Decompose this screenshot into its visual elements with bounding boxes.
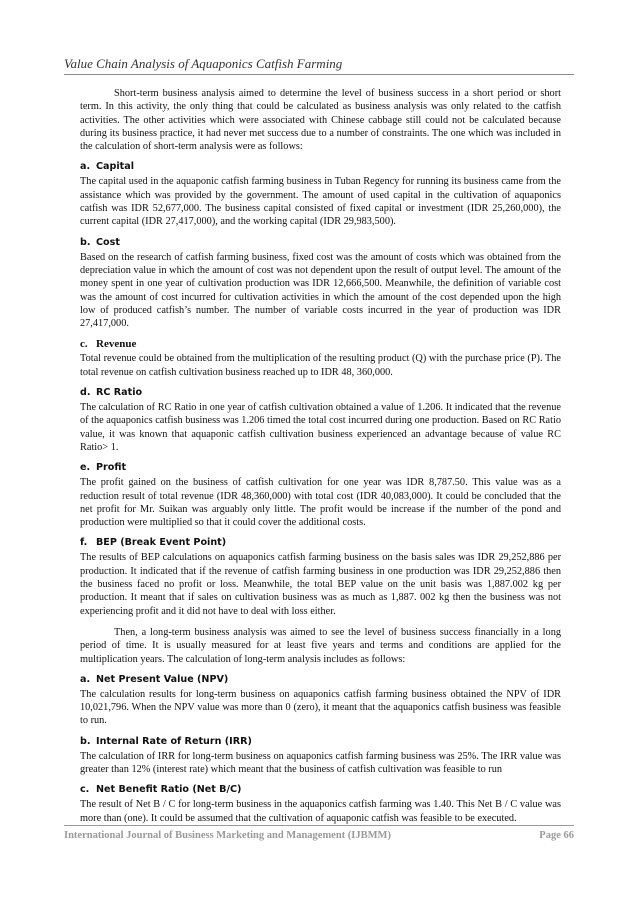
journal-name: International Journal of Business Marketing and Management (IJBMM) [64,830,391,841]
section-heading-net-bc: c. Net Benefit Ratio (Net B/C) [80,784,242,796]
section-heading-cost: b. Cost [80,236,120,248]
section-heading-rc-ratio: d. RC Ratio [80,387,143,399]
long-term-intro-paragraph: Then, a long-term business analysis was aimed to see the level of business success financially in a long period of time. It is usually measured for at least five years and terms and conditions are applied for the multiplication years. The calculation of long-term analysis includes as follows: [80,626,561,665]
page-number: Page 66 [539,830,574,841]
section-body-capital: The capital used in the aquaponic catfish farming business in Tuban Regency for running its business came from the assistance which was provided by the government. The amount of used capital in the cultivation of aquaponics catfish was IDR 52,677,000. The business capital consisted of fixed capital or investment (IDR 25,260,000), the current capital (IDR 27,417,000), and the working capital (IDR 29,983,500). [80,176,561,228]
intro-paragraph: Short-term business analysis aimed to determine the level of business success in a short period or short term. In this activity, the only thing that could be calculated as business analysis was only related to the catfish activities. The other activities which were associated with Chinese cabbage still could not be calculated because during its business practice, it had never met success due to a number of constraints. The one which was included in the calculation of short-term analysis were as follows: [80,88,561,153]
running-header: Value Chain Analysis of Aquaponics Catfish Farming [64,56,574,75]
section-body-bep: The results of BEP calculations on aquaponics catfish farming business on the basis sales was IDR 29,252,886 per production. It indicated that if the revenue of catfish farming business in one production was IDR 29,252,886 then the business faced no profit or loss. Meanwhile, the total BEP value on the unit basis was 1,887.002 kg per production. It meant that if sales on cultivation business was as much as 1,887. 002 kg then the business was not experiencing profit and it did not have to deal with loss either. [80,552,561,617]
section-heading-revenue: c. Revenue [80,338,137,351]
section-body-npv: The calculation results for long-term business on aquaponics catfish farming business obtained the NPV of IDR 10,021,796. When the NPV value was more than 0 (zero), it meant that the aquaponics catfish business was feasible to run. [80,688,561,727]
section-heading-profit: e. Profit [80,462,127,474]
section-heading-capital: a. Capital [80,161,135,173]
section-body-rc-ratio: The calculation of RC Ratio in one year of catfish cultivation obtained a value of 1.206. It indicated that the revenue of the aquaponics catfish business was 1.206 timed the total cost incurred during one production. Based on RC Ratio value, it was known that aquaponic catfish cultivation business experienced an advantage because of value RC Ratio> 1. [80,402,562,453]
page-content [80,87,561,825]
section-body-profit: The profit gained on the business of catfish cultivation for one year was IDR 8,787.50. This value was as a reduction result of total revenue (IDR 48,360,000) with total cost (IDR 40,083,000). It could be concluded that the net profit for Mr. Suikan was arguably only little. The profit would be increase if the number of the pond and production were multiplied so that it could cover the additional costs. [80,477,561,529]
section-body-net-bc: The result of Net B / C for long-term business in the aquaponics catfish farming was 1.40. This Net B / C value was more than (one). It could be assumed that the cultivation of aquaponic catfish was feasible to be executed. [80,799,561,824]
section-heading-bep: f. BEP (Break Event Point) [80,537,227,549]
section-body-irr: The calculation of IRR for long-term business on aquaponics catfish farming business was 25%. The IRR value was greater than 12% (interest rate) which meant that the business of catfish cultivation was feasible to run [80,750,561,775]
section-heading-npv: a. Net Present Value (NPV) [80,673,229,685]
page-footer [64,825,574,841]
section-heading-irr: b. Internal Rate of Return (IRR) [80,735,252,747]
section-body-cost: Based on the research of catfish farming business, fixed cost was the amount of costs which was obtained from the depreciation value in which the amount of cost was not dependent upon the result of output level. The amount of the money spent in one year of cultivation production was IDR 12,666,500. Meanwhile, the definition of variable cost was the amount of cost incurred for cultivation activities in which the amount of the cost depended upon the high low of produced catfish’s number. The number of variable costs incurred in the year of production was IDR 27,417,000. [80,251,561,330]
section-body-revenue: Total revenue could be obtained from the multiplication of the resulting product (Q) with the purchase price (P). The total revenue on catfish cultivation business reached up to IDR 48, 360,000. [80,353,561,378]
